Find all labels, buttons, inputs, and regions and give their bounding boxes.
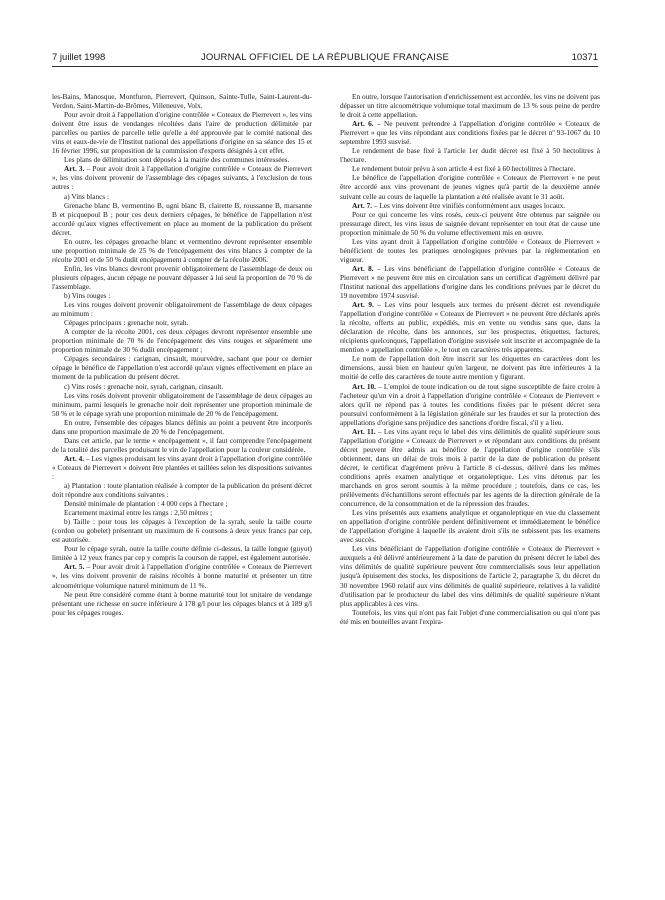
paragraph-text: – Les vins pour lesquels aux termes du présent décret est revendiquée l'appellation d'origine contrôlée « Coteaux de Pierrevert » ne peuvent être déclarés après la récolte, offerts au public, expédiés, mis en vente ou vendus sans que, dans la déclaration de récolte, dans les annonces, sur les prospectus, étiquettes, factures, récipients quelconques, l'appellation d'origine susvisée soit inscrite et accompagnée de la mention « appellation contrôlée », le tout en caractères très apparents. [340,300,600,355]
paragraph-text: En outre, lorsque l'autorisation d'enrichissement est accordée, les vins ne doivent pas dépasser un titre alcoométrique volumique total maximum de 13 % sous peine de perdre le droit à cette appellation. [340,92,600,120]
paragraph [340,427,600,508]
paragraph-text: Les vins bénéficiant de l'appellation d'origine contrôlée « Coteaux de Pierrevert » auxquels a été délivré antérieurement à la date de parution du présent décret le label des vins délimités de qualité supérieure peuvent être commercialisés sous leur appellation jusqu'à épuisement des stocks, les dispositions de l'article 2, paragraphe 3, du décret du 30 novembre 1960 relatif aux vins délimités de qualité supérieure, relatives à la validité d'utilisation par le producteur du label des vins délimités de qualité supérieure n'étant plus applicables à ces vins. [340,544,600,608]
paragraph-text: Densité minimale de plantation : 4 000 ceps à l'hectare ; [64,499,228,509]
paragraph [340,508,600,544]
paragraph-text: – Pour avoir droit à l'appellation d'origine contrôlée « Coteaux de Pierrevert », les vins doivent provenir de l'assemblage des cépages suivants, à l'exclusion de tous autres : [52,164,312,192]
paragraph [340,300,600,354]
paragraph [340,544,600,607]
paragraph [52,264,312,291]
paragraph-text: – Ne peuvent prétendre à l'appellation d'origine contrôlée « Coteaux de Pierrevert » que les vins répondant aux conditions fixées par le décret nº 93-1067 du 10 septembre 1993 susvisé. [340,119,600,147]
paragraph [52,327,312,354]
paragraph-text: Ecartement maximal entre les rangs : 2,50 mètres ; [64,508,213,518]
paragraph [52,92,312,110]
paragraph-text: Pour le cépage syrah, outre la taille courte définie ci-dessus, la taille longue (guyot) limitée à 12 yeux francs par cep y compris la courson de rappel, est également autorisée. [52,544,312,563]
right-column [340,92,600,882]
paragraph-text: A compter de la récolte 2001, ces deux cépages devront représenter ensemble une proportion minimale de 70 % de l'encépagement des vins rouges et séparément une proportion minimale de 30 % dudit encépagement ; [52,327,312,355]
paragraph-text: a) Plantation : toute plantation réalisée à compter de la publication du présent décret doit répondre aux conditions suivantes : [52,481,312,500]
paragraph [340,210,600,237]
paragraph [340,201,600,210]
article-number: Art. 7. [352,200,373,210]
paragraph [52,300,312,318]
paragraph [52,590,312,617]
paragraph [52,382,312,391]
paragraph-text: b) Vins rouges : [64,291,111,301]
paragraph [52,418,312,436]
paragraph [52,318,312,327]
paragraph-text: Grenache blanc B, vermentino B, ugni blanc B, clairette B, roussanne B, marsanne B et picquepoul B ; pour ces deux derniers cépages, le bénéfice de l'appellation n'est accordé qu'aux vignes effectivement en place au moment de la publication du présent décret. [52,200,312,237]
paragraph [52,237,312,264]
paragraph [340,146,600,164]
paragraph [340,382,600,427]
paragraph-text: – Les vins doivent être vinifiés conformément aux usages locaux. [372,200,566,210]
paragraph-text: Le rendement de base fixé à l'article 1er dudit décret est fixé à 50 hectolitres à l'hectare. [340,146,600,165]
paragraph-text: a) Vins blancs : [64,191,110,201]
paragraph [52,164,312,191]
paragraph-text: – L'emploi de toute indication ou de tout signe susceptible de faire croire à l'acheteur qu'un vin a droit à l'appellation d'origine contrôlée « Coteaux de Pierrevert » alors qu'il ne répond pas à toutes les conditions fixées par le présent décret sera poursuivi conformément à la législation générale sur les fraudes et sur la protection des appellations d'origine sans préjudice des sanctions d'ordre fiscal, s'il y a lieu. [340,381,600,427]
paragraph-text: Toutefois, les vins qui n'ont pas fait l'objet d'une commercialisation ou qui n'ont pas été mis en bouteilles avant l'expira- [340,607,600,626]
page-header [52,52,598,67]
paragraph [52,192,312,201]
paragraph-text: Le rendement butoir prévu à son article 4 est fixé à 60 hectolitres à l'hectare. [352,164,576,174]
paragraph [52,562,312,589]
paragraph-text: c) Vins rosés : grenache noir, syrah, carignan, cinsault. [64,381,224,391]
paragraph [340,264,600,300]
paragraph-text: Enfin, les vins blancs devront provenir obligatoirement de l'assemblage de deux ou plusieurs cépages, aucun cépage ne pouvant dépasser à lui seul la proportion de 70 % de l'assemblage. [52,263,312,291]
paragraph-text: les-Bains, Manosque, Montfuron, Pierrevert, Quinson, Sainte-Tulle, Saint-Laurent-du-Verdon, Saint-Martin-de-Brômes, Villeneuve, Volx. [52,92,312,111]
paragraph [340,119,600,146]
paragraph-text: Pour avoir droit à l'appellation d'origine contrôlée « Coteaux de Pierrevert », les vins doivent être issus de vendanges récoltées dans l'aire de production délimitée par parcelles ou parties de parcelle telle qu'elle a été approuvée par le comité national des vins et eaux-de-vie de l'Institut national des appellations d'origine en sa séance des 15 et 16 février 1996, sur proposition de la commission d'experts désignés à cet effet. [52,110,312,156]
paragraph [52,508,312,517]
article-number: Art. 4. [64,453,85,463]
paragraph [340,92,600,119]
paragraph [52,454,312,481]
paragraph-text: En outre, les cépages grenache blanc et vermentino devront représenter ensemble une proportion minimale de 25 % de l'encépagement des vins blancs à compter de la récolte 2001 et de 50 % dudit encépagement à compter de la récolte 2006. [52,236,312,264]
paragraph-text: Les vins rouges doivent provenir obligatoirement de l'assemblage de deux cépages au minimum : [52,300,312,319]
paragraph [52,436,312,454]
paragraph-text: Pour ce qui concerne les vins rosés, ceux-ci peuvent être obtenus par saignée ou pressurage direct, les vins issus de saignée devant représenter en tout état de cause une proportion minimale de 50 % du volume effectivement mis en œuvre. [340,209,600,237]
article-number: Art. 10. [352,381,377,391]
article-number: Art. 8. [352,263,374,273]
paragraph [340,608,600,626]
paragraph-text: Les vins présentés aux examens analytique et organoleptique en vue du classement en appellation d'origine contrôlée perdent définitivement et immédiatement le bénéfice de l'appellation d'origine à laquelle ils avaient droit s'ils ne subissent pas les examens avec succès. [340,508,600,545]
paragraph-text: Les vins ayant droit à l'appellation d'origine contrôlée « Coteaux de Pierrevert » bénéficient de toutes les pratiques œnologiques prévues par la réglementation en vigueur. [340,236,600,264]
header-journal-title: JOURNAL OFFICIEL DE LA RÉPUBLIQUE FRANÇAISE [200,52,450,63]
article-number: Art. 5. [64,562,85,572]
paragraph-text: Les plans de délimitation sont déposés à la mairie des communes intéressées. [64,155,290,165]
paragraph [52,110,312,155]
paragraph-text: – Les vins ayant reçu le label des vins délimités de qualité supérieure sous l'appellation d'origine « Coteaux de Pierrevert » et répondant aux conditions du présent décret peuvent être admis au bénéfice de l'appellation d'origine contrôlée s'ils obtiennent, dans un délai de trois mois à partir de la date de publication du présent décret, le certificat d'agrément prévu à l'article 8 ci-dessus, délivré dans les mêmes conditions après examen analytique et organoleptique. Les vins détenus par les marchands en gros seront soumis à la même procédure ; toutefois, dans ce cas, les prélèvements d'échantillons seront effectués par les agents de la direction générale de la concurrence, de la consommation et de la répression des fraudes. [340,426,600,509]
header-page-number: 10371 [571,52,598,63]
left-column [52,92,312,882]
article-number: Art. 6. [352,119,374,129]
paragraph [52,291,312,300]
paragraph [52,201,312,237]
paragraph [340,173,600,200]
paragraph-text: Cépages secondaires : carignan, cinsault, mourvèdre, sachant que pour ce dernier cépage le bénéfice de l'appellation n'est accordé qu'aux vignes effectivement en place au moment de la publication du présent décret. [52,354,312,382]
header-date: 7 juillet 1998 [52,52,106,63]
paragraph-text: Ne peut être considéré comme étant à bonne maturité tout lot unitaire de vendange présentant une richesse en sucre inférieure à 178 g/l pour les cépages blancs et à 189 g/l pour les cépages rouges. [52,589,312,617]
paragraph-text: – Pour avoir droit à l'appellation d'origine contrôlée « Coteaux de Pierrevert », les vins doivent provenir de raisins récoltés à bonne maturité et présenter un titre alcoométrique volumique naturel minimum de 11 %. [52,562,312,590]
paragraph-text: – Les vignes produisant les vins ayant droit à l'appellation d'origine contrôlée « Coteaux de Pierrevert » doivent être plantées et taillées selon les dispositions suivantes : [52,453,312,481]
paragraph [340,237,600,264]
paragraph-text: Les vins rosés doivent provenir obligatoirement de l'assemblage de deux cépages au minimum, parmi lesquels le grenache noir doit représenter une proportion minimale de 50 % et le cépage syrah une proportion minimale de 20 % de l'encépagement. [52,390,312,418]
paragraph-text: Cépages principaux : grenache noir, syrah. [64,318,189,328]
paragraph [52,544,312,562]
paragraph [52,499,312,508]
paragraph-text: Le bénéfice de l'appellation d'origine contrôlée « Coteaux de Pierrevert » ne peut être accordé aux vins provenant de jeunes vignes qu'à partir de la deuxième année suivant celle au cours de laquelle la plantation a été réalisée avant le 31 août. [340,173,600,201]
paragraph-text: En outre, l'ensemble des cépages blancs définis au point a peuvent être incorporés dans une proportion maximale de 20 % de l'encépagement. [52,417,312,436]
article-number: Art. 9. [352,300,374,310]
article-number: Art. 11. [352,426,376,436]
article-number: Art. 3. [64,164,85,174]
paragraph-text: – Les vins bénéficiant de l'appellation d'origine contrôlée « Coteaux de Pierrevert » ne peuvent être mis en circulation sans un certificat d'agrément délivré par l'Institut national des appellations d'origine dans les conditions prévues par le décret du 19 novembre 1974 susvisé. [340,263,600,301]
paragraph [52,155,312,164]
paragraph [52,481,312,499]
paragraph-text: b) Taille : pour tous les cépages à l'exception de la syrah, seule la taille courte (cordon ou gobelet) présentant un maximum de 6 coursons à deux yeux francs par cep, est autorisée. [52,517,312,545]
paragraph-text: Dans cet article, par le terme « encépagement », il faut comprendre l'encépagement de la totalité des parcelles produisant le vin de l'appellation pour la couleur considérée. [52,435,312,454]
paragraph-text: Le nom de l'appellation doit être inscrit sur les étiquettes en caractères dont les dimensions, aussi bien en hauteur qu'en largeur, ne doivent pas être inférieures à la moitié de celle des caractères de toute autre mention y figurant. [340,354,600,382]
paragraph [340,354,600,381]
paragraph [52,391,312,418]
paragraph [52,354,312,381]
paragraph [52,517,312,544]
paragraph [340,164,600,173]
